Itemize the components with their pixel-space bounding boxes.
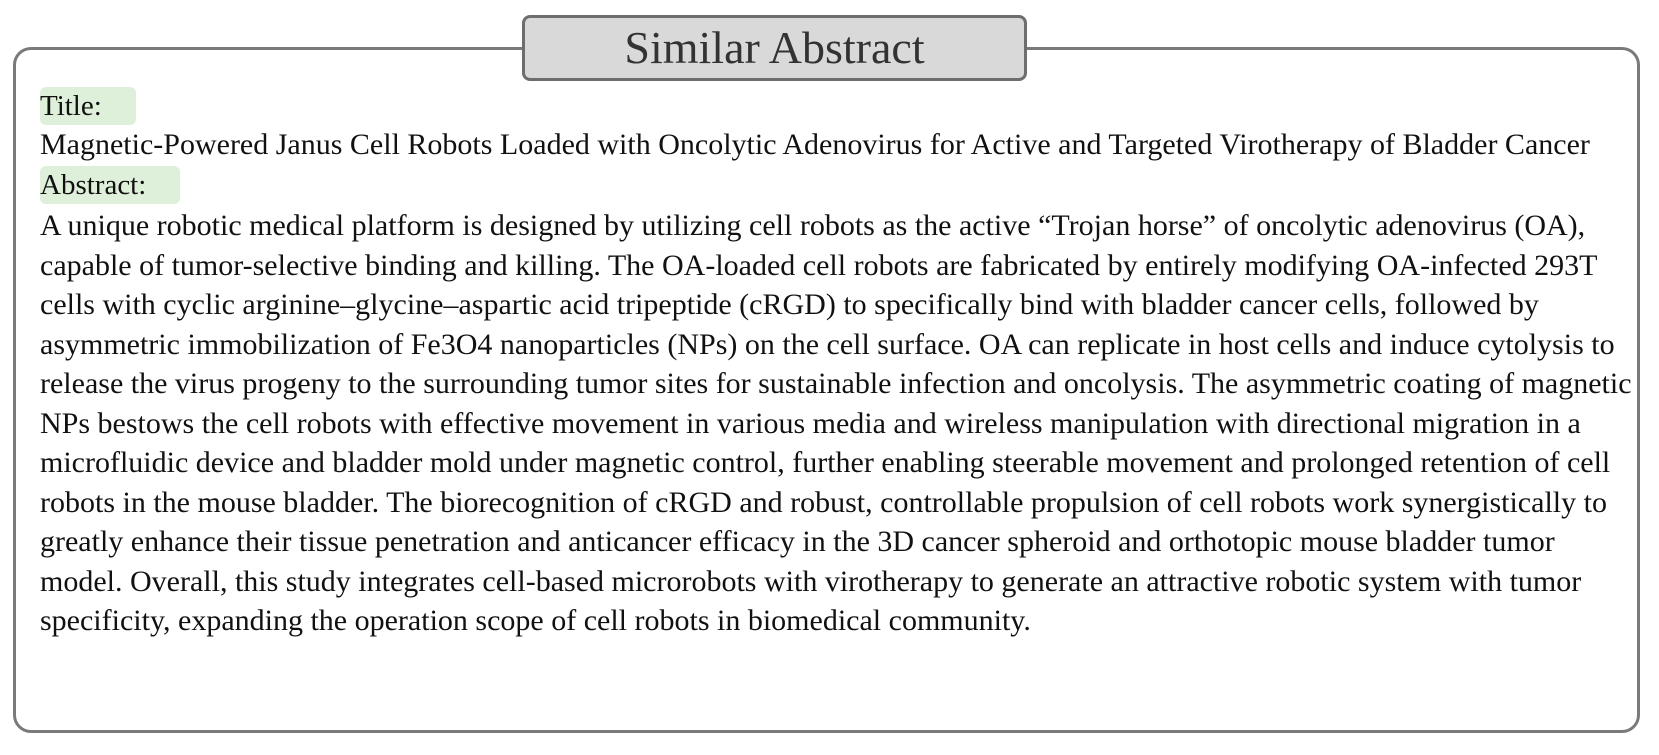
title-label-chip bbox=[40, 87, 136, 125]
abstract-card bbox=[13, 47, 1640, 733]
abstract-label-chip bbox=[40, 166, 180, 204]
section-header bbox=[522, 15, 1027, 81]
paper-title: Magnetic-Powered Janus Cell Robots Loaded with Oncolytic Adenovirus for Active and Targeted Virotherapy of Bladder Cancer bbox=[40, 128, 1590, 161]
abstract-text: A unique robotic medical platform is designed by utilizing cell robots as the active “Trojan horse” of oncolytic adenovirus (OA), capable of tumor-selective binding and killing. The OA-loaded cell robots are fabricated by entirely modifying OA-infected 293T cells with cyclic arginine–glycine–aspartic acid tripeptide (cRGD) to specifically bind with bladder cancer cells, followed by asymmetric immobilization of Fe3O4 nanoparticles (NPs) on the cell surface. OA can replicate in host cells and induce cytolysis to release the virus progeny to the surrounding tumor sites for sustainable infection and oncolysis. The asymmetric coating of magnetic NPs bestows the cell robots with effective movement in various media and wireless manipulation with directional migration in a microfluidic device and bladder mold under magnetic control, further enabling steerable movement and prolonged retention of cell robots in the mouse bladder. The biorecognition of cRGD and robust, controllable propulsion of cell robots work synergistically to greatly enhance their tissue penetration and anticancer efficacy in the 3D cancer spheroid and orthotopic mouse bladder tumor model. Overall, this study integrates cell-based microrobots with virotherapy to generate an attractive robotic system with tumor specificity, expanding the operation scope of cell robots in biomedical community. bbox=[40, 209, 1632, 637]
abstract-label: Abstract: bbox=[40, 169, 147, 201]
card-content bbox=[40, 87, 1640, 641]
title-label: Title: bbox=[40, 90, 102, 122]
section-title: Similar Abstract bbox=[624, 22, 925, 73]
